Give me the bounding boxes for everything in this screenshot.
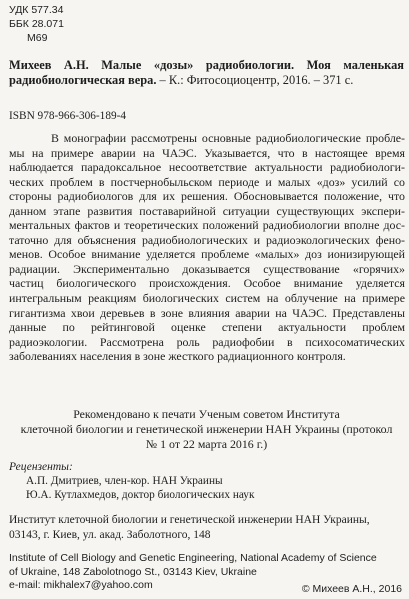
bibliographic-record (9, 58, 404, 88)
publication-details: – К.: Фитосоциоцентр, 2016. – 371 с. (156, 73, 354, 87)
abstract-line: заболеваниях населения в зоне жесткого радиационного контроля. (9, 349, 346, 364)
reviewer-item: А.П. Дмитриев, член-кор. НАН Украины (26, 475, 223, 487)
copyright-notice: © Михеев А.Н., 2016 (301, 583, 402, 595)
abstract-line: частиц биологического происхождения. Особое внимание уделяется (9, 276, 405, 291)
abstract-line: данные по рейтинговой оценке степени актуальности проблем (9, 320, 405, 335)
recommendation-line: Рекомендовано к печати Ученым советом Института (73, 407, 340, 421)
book-title: Михеев А.Н. Малые «дозы» радиобиологии. Моя маленькая радиобиологическая вера. (9, 58, 404, 87)
bbk-code: ББК 28.071 (9, 18, 64, 31)
abstract-line: наблюдается парадоксальное несоответствие актуальности радиобиологи- (9, 160, 405, 175)
abstract-line: ментальных фактов и теоретических положений радиобиологии вполне дос- (9, 218, 405, 233)
abstract-line: мы на примере аварии на ЧАЭС. Указывается, что в настоящее время (9, 145, 405, 160)
abstract (9, 131, 405, 364)
abstract-line: таточно для объяснения радиобиологических и радиоэкологических фено- (9, 232, 405, 247)
institute-line: Институт клеточной биологии и генетической инженерии НАН Украины, (9, 514, 370, 526)
institute-line-en: of Ukraine, 148 Zabolotnogo St., 03143 Kiev, Ukraine (9, 565, 257, 578)
reviewer-item: Ю.А. Кутлахмедов, доктор биологических наук (26, 489, 255, 501)
abstract-line: данном этапе развития поставарийной ситуации существующих экспери- (9, 203, 405, 218)
abstract-line: гигантизма хвои деревьев в зоне влияния аварии на ЧАЭС. Представлены (9, 305, 405, 320)
abstract-line: радиоэкологии. Рассмотрена роль радиофобии в психосоматических (9, 334, 405, 349)
abstract-line: интегральным реакциям биологических систем на облучение на примере (9, 291, 405, 306)
contact-email: e-mail: mikhalex7@yahoo.com (9, 579, 153, 592)
author-mark: М69 (27, 32, 48, 45)
abstract-line: ческих проблем в постчернобыльском периоде и малых «доз» усилий со (9, 174, 405, 189)
recommendation-line: № 1 от 22 марта 2016 г.) (145, 437, 268, 452)
abstract-line: В монографии рассмотрены основные радиобиологические пробле- (51, 131, 405, 145)
institute-address-ru (9, 513, 405, 543)
institute-line-en: Institute of Cell Biology and Genetic Engineering, National Academy of Science (9, 552, 377, 564)
recommendation-line: клеточной биологии и генетической инженерии НАН Украины (протокол (20, 422, 393, 437)
institute-line: 03143, г. Киев, ул. акад. Заболотного, 148 (9, 529, 211, 541)
publication-recommendation (8, 407, 405, 453)
reviewers-label: Рецензенты: (9, 461, 73, 473)
classification-codes (9, 3, 64, 46)
udk-code: УДК 577.34 (9, 4, 64, 16)
abstract-line: радиации. Экспериментально доказывается существование «горячих» (9, 261, 405, 276)
isbn: ISBN 978-966-306-189-4 (9, 110, 127, 122)
abstract-line: менов. Особое внимание уделяется проблеме «малых» доз ионизирующей (9, 247, 405, 262)
abstract-line: стороны радиобиологов для их решения. Обосновывается положение, что (9, 189, 405, 204)
